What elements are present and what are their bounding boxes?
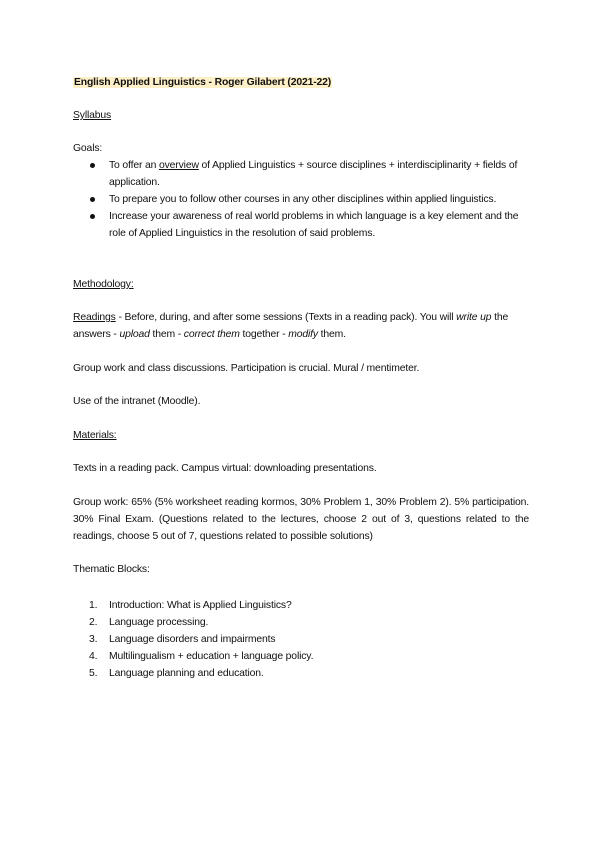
syllabus-label: Syllabus — [73, 110, 112, 121]
document-title-line — [73, 74, 529, 91]
thematic-item: 4. Multilingualism + education + language policy. — [89, 651, 314, 662]
group-work-paragraph: Group work and class discussions. Participation is crucial. Mural / mentimeter. — [73, 363, 420, 374]
document-title: English Applied Linguistics - Roger Gilabert (2021-22) — [74, 77, 332, 88]
syllabus-heading — [73, 107, 529, 124]
thematic-item: 3. Language disorders and impairments — [89, 634, 276, 645]
methodology-heading: Methodology: — [73, 279, 134, 290]
goal-item: Increase your awareness of real world problems in which language is a key element and the role of Applied Linguistics in the resolution of said problems. — [73, 208, 529, 242]
readings-label: Readings — [73, 312, 116, 323]
materials-texts: Texts in a reading pack. Campus virtual: downloading presentations. — [73, 463, 377, 474]
goals-heading: Goals: — [73, 143, 103, 154]
thematic-heading: Thematic Blocks: — [73, 564, 150, 575]
overview-term: overview — [159, 160, 199, 171]
goal-item: To offer an overview of Applied Linguistics + source disciplines + interdisciplinarity + fields of application. — [73, 157, 529, 191]
readings-paragraph: Readings - Before, during, and after some sessions (Texts in a reading pack). You will write up the answers - upload them - correct them together - modify them. — [73, 312, 509, 340]
thematic-item: 5. Language planning and education. — [89, 668, 264, 679]
thematic-item: 1. Introduction: What is Applied Linguistics? — [89, 600, 292, 611]
goal-item: To prepare you to follow other courses in any other disciplines within applied linguistics. — [73, 191, 529, 208]
grading-paragraph: Group work: 65% (5% worksheet reading kormos, 30% Problem 1, 30% Problem 2). 5% participation. 30% Final Exam. (Questions related to the lectures, choose 2 out of 3, questions related to the readings, choose 5 out of 7, questions related to possible solutions) — [73, 497, 529, 542]
thematic-item: 2. Language processing. — [89, 617, 209, 628]
materials-heading: Materials: — [73, 430, 117, 441]
thematic-list — [73, 597, 529, 682]
goals-list — [73, 157, 529, 242]
intranet-paragraph: Use of the intranet (Moodle). — [73, 396, 201, 407]
